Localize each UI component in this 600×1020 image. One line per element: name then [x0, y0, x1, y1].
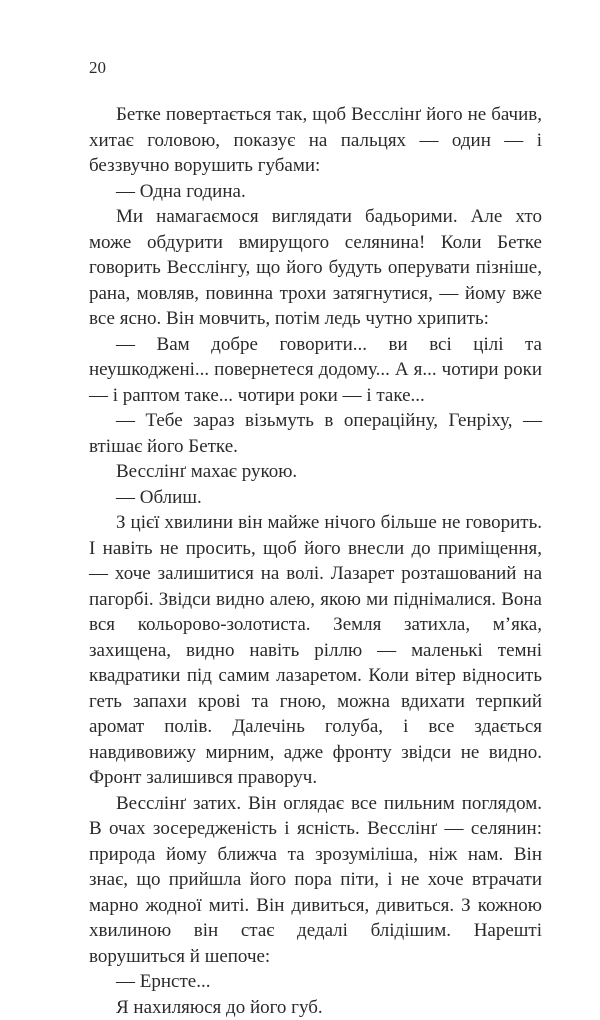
paragraph: — Одна година. [89, 179, 542, 205]
paragraph: — Вам добре говорити... ви всі цілі та неушкоджені... повернетеся додому... А я... чотири роки — і раптом таке... чотири роки — і таке... [89, 332, 542, 409]
paragraph: З цієї хвилини він майже нічого більше не говорить. І навіть не просить, щоб його внесли до приміщення, — хоче залишитися на волі. Лазарет розташований на пагорбі. Звідси видно алею, якою ми піднімалися. Вона вся кольорово-золотиста. Земля затихла, м’яка, захищена, видно навіть ріллю — маленькі темні квадратики під самим лазаретом. Коли вітер відносить геть запахи крові та гною, можна вдихати терпкий аромат полів. Далечінь голуба, і все здається навдивовижу мирним, адже фронту звідси не видно. Фронт залишився праворуч. [89, 510, 542, 791]
paragraph: Весслінґ затих. Він оглядає все пильним поглядом. В очах зосередженість і ясність. Весслінґ — селянин: природа йому ближча та зрозуміліша, ніж нам. Він знає, що прийшла його пора піти, і не хоче втрачати марно жодної миті. Він дивиться, дивиться. З кожною хвилиною він стає дедалі блідішим. Нарешті ворушиться й шепоче: [89, 791, 542, 970]
paragraph: Ми намагаємося виглядати бадьорими. Але хто може обдурити вмирущого селянина! Коли Бетке говорить Весслінгу, що його будуть оперувати пізніше, рана, мовляв, повинна трохи затягнутися, — йому вже все ясно. Він мовчить, потім ледь чутно хрипить: [89, 204, 542, 332]
paragraph: Бетке повертається так, щоб Весслінґ його не бачив, хитає головою, показує на пальцях — один — і беззвучно ворушить губами: [89, 102, 542, 179]
paragraph: — Тебе зараз візьмуть в операційну, Генріху, — втішає його Бетке. [89, 408, 542, 459]
paragraph: Весслінґ махає рукою. [89, 459, 542, 485]
paragraph: Я нахиляюся до його губ. [89, 995, 542, 1020]
body-text [89, 102, 542, 1020]
page-number: 20 [89, 57, 106, 79]
paragraph: — Облиш. [89, 485, 542, 511]
paragraph: — Ернсте... [89, 969, 542, 995]
